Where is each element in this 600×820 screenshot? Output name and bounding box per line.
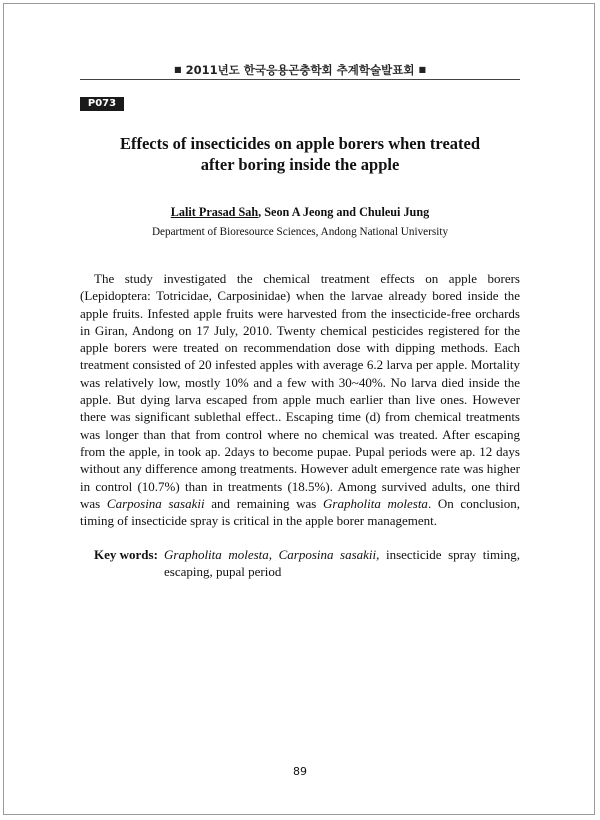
paper-id-badge: P073 <box>80 97 124 111</box>
abstract-species-1: Carposina sasakii <box>106 495 205 511</box>
page-number: 89 <box>293 765 307 778</box>
header-text: 2011년도 한국응용곤충학회 추계학술발표회 <box>185 63 415 77</box>
author-list <box>80 205 520 220</box>
abstract-text-3: . On conclusion, timing of insecticide spray is critical in the apple borer management. <box>80 495 521 529</box>
keyword-species-2: Carposina sasakii <box>278 547 377 562</box>
abstract-text-2: and remaining was <box>204 495 324 511</box>
abstract-text-1: The study investigated the chemical treatment effects on apple borers (Lepidoptera: Totricidae, Carposinidae) when the larvae already bored inside the apple fruits. Infested apple fruits were harvested from the insecticide-free orchards in Giran, Andong on 17 July, 2010. Twenty chemical pesticides registered for the apple borers were treated on recommendation dose with dipping methods. Each treatment consisted of 20 infested apples with average 6.2 larva per apple. Mortality was relatively low, mostly 10% and a few with 30~40%. No larva died inside the apple. But dying larva escaped from apple much earlier than live ones. However there was significant sublethal effect.. Escaping time (d) from chemical treatments was longer than that from control where no chemical was treated. After escaping from the apple, in took ap. 2days to become pupae. Pupal periods were ap. 12 days without any difference among treatments. However adult emergence rate was higher in control (10.7%) than in treatments (18.5%). Among survived adults, one third was <box>80 271 520 511</box>
running-header <box>0 62 600 78</box>
keywords-body <box>164 546 520 581</box>
title-line-2: after boring inside the apple <box>200 155 400 174</box>
abstract-species-2: Grapholita molesta <box>323 495 428 511</box>
header-bullet-right: ■ <box>418 65 427 74</box>
keyword-rest: , insecticide spray timing, escaping, pupal period <box>164 547 520 580</box>
keywords-label: Key words: <box>94 547 158 562</box>
affiliation: Department of Bioresource Sciences, Andong National University <box>151 226 449 238</box>
keyword-separator: , <box>268 547 279 562</box>
header-bullet-left: ■ <box>173 65 182 74</box>
presenting-author: Lalit Prasad Sah <box>170 205 259 219</box>
co-authors: , Seon A Jeong and Chuleui Jung <box>258 205 430 219</box>
header-rule <box>80 79 520 80</box>
title-line-1: Effects of insecticides on apple borers when treated <box>119 134 481 153</box>
abstract <box>80 270 520 529</box>
keywords <box>94 546 520 581</box>
keyword-species-1: Grapholita molesta <box>164 547 269 562</box>
paper-title <box>80 133 520 175</box>
